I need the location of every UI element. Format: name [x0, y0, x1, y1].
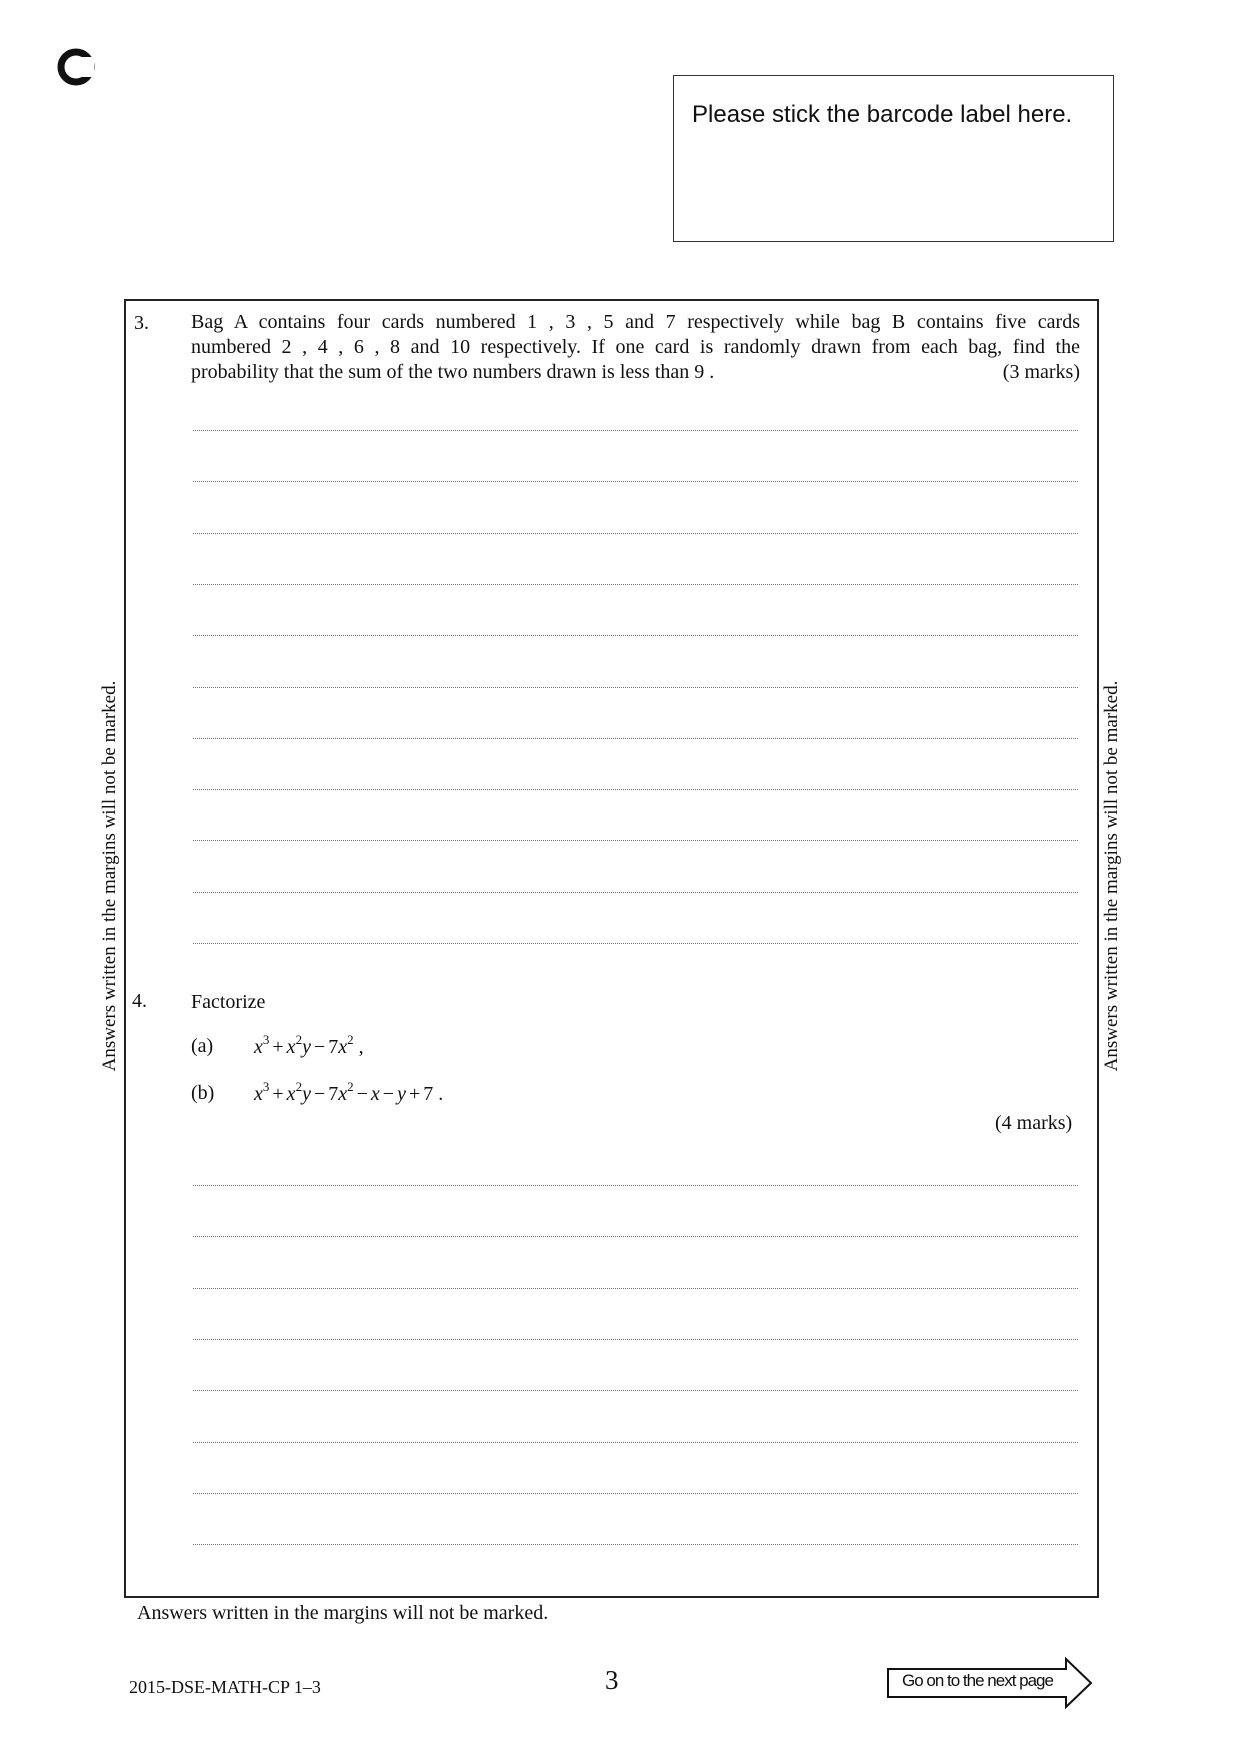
question-3-line-3: probability that the sum of the two numbers drawn is less than 9 . [191, 361, 715, 383]
answer-line [193, 892, 1078, 893]
answer-line [193, 840, 1078, 841]
registration-mark-icon [56, 47, 96, 87]
answer-line [193, 481, 1078, 482]
answer-line [193, 1288, 1078, 1289]
answer-frame [124, 299, 1099, 1598]
question-3-line-1: Bag A contains four cards numbered 1 , 3 , 5 and 7 respectively while bag B contains five cards [191, 311, 1080, 333]
next-page-label: Go on to the next page [902, 1671, 1053, 1690]
answer-line [193, 738, 1078, 739]
answer-line [193, 1236, 1078, 1237]
question-3-number: 3. [134, 312, 149, 334]
right-margin-note: Answers written in the margins will not be marked. [1101, 680, 1122, 1072]
answer-line [193, 584, 1078, 585]
answer-line [193, 1442, 1078, 1443]
answer-line [193, 1339, 1078, 1340]
next-page-indicator [886, 1656, 1094, 1710]
question-3-line-3-row [191, 360, 1080, 385]
answer-line [193, 1185, 1078, 1186]
left-margin-note: Answers written in the margins will not be marked. [99, 680, 120, 1072]
question-3-text [191, 310, 1080, 385]
answer-line [193, 533, 1078, 534]
answer-line [193, 789, 1078, 790]
question-3-marks: (3 marks) [1002, 361, 1080, 383]
barcode-label-box [673, 75, 1114, 242]
answer-line [193, 1493, 1078, 1494]
question-4a-label: (a) [191, 1035, 214, 1057]
barcode-instruction: Please stick the barcode label here. [692, 101, 1073, 128]
page-number: 3 [605, 1665, 619, 1695]
answer-line [193, 1390, 1078, 1391]
answer-line [193, 430, 1078, 431]
paper-code: 2015-DSE-MATH-CP 1–3 [129, 1677, 321, 1697]
question-4-number: 4. [132, 990, 147, 1012]
question-4a-expression: $x^3 + x^2y - 7x^2$ , [254, 1032, 364, 1058]
question-3-line-2: numbered 2 , 4 , 6 , 8 and 10 respectively. If one card is randomly drawn from each bag, find the [191, 336, 1080, 358]
question-4-marks: (4 marks) [995, 1112, 1073, 1134]
answer-line [193, 635, 1078, 636]
question-4b-expression: $x^3 + x^2y - 7x^2 - x - y + 7$ . [254, 1079, 444, 1105]
question-4b-label: (b) [191, 1082, 215, 1104]
bottom-margin-note: Answers written in the margins will not be marked. [137, 1602, 549, 1624]
answer-line [193, 687, 1078, 688]
answer-line [193, 1544, 1078, 1545]
question-4-intro: Factorize [191, 991, 266, 1013]
answer-line [193, 943, 1078, 944]
